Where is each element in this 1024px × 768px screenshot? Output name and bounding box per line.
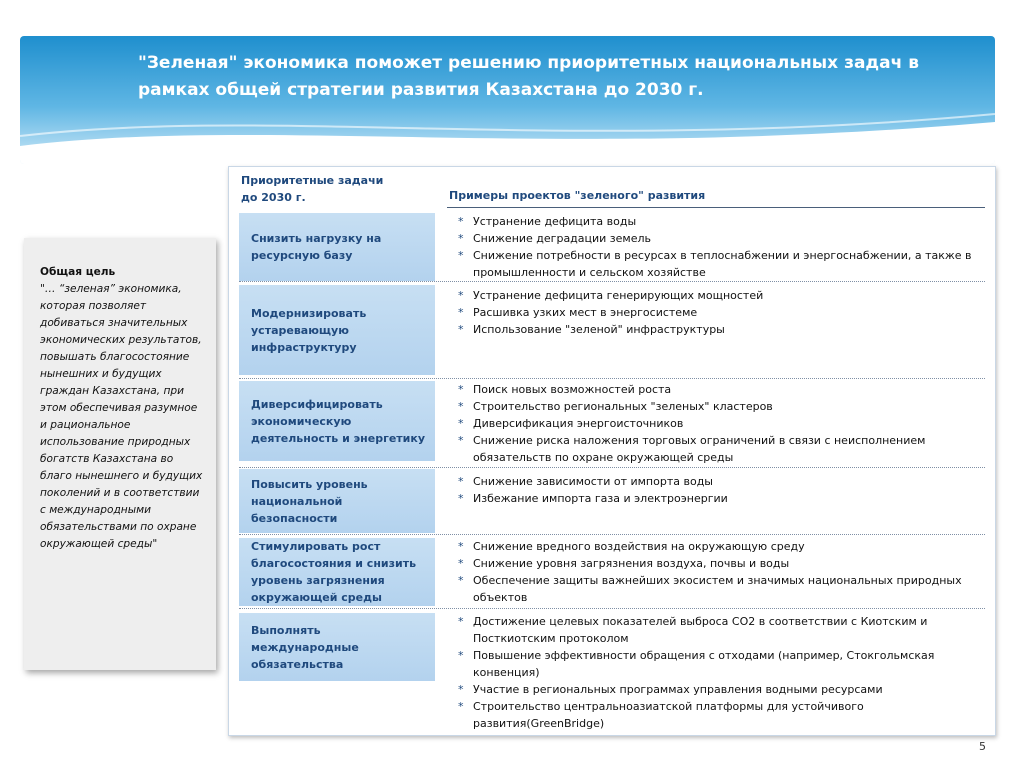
priority-table [228, 166, 996, 736]
project-item [449, 321, 989, 338]
task-label: Выполнять международные обязательства [251, 623, 359, 671]
project-item [449, 432, 989, 466]
project-item-text: Использование "зеленой" инфраструктуры [473, 323, 725, 336]
col-header-tasks: Приоритетные задачи до 2030 г. [241, 174, 384, 204]
asterisk-bullet-icon: * [458, 700, 464, 713]
row-divider [239, 467, 985, 468]
project-item-text: Расшивка узких мест в энергосистеме [473, 306, 698, 319]
project-item [449, 681, 989, 698]
project-item [449, 490, 989, 507]
project-item-text: Снижение потребности в ресурсах в теплоснабжении и энергоснабжении, а также в промышленности и сельском хозяйстве [473, 249, 972, 279]
header-divider [447, 207, 985, 208]
task-cell [239, 469, 435, 533]
asterisk-bullet-icon: * [458, 417, 464, 430]
asterisk-bullet-icon: * [458, 306, 464, 319]
project-item [449, 473, 989, 490]
header-banner [20, 36, 995, 164]
project-list [449, 213, 989, 281]
project-item-text: Строительство центральноазиатской платформы для устойчивого развития(GreenBridge) [473, 700, 864, 730]
project-item-text: Снижение зависимости от импорта воды [473, 475, 713, 488]
asterisk-bullet-icon: * [458, 383, 464, 396]
project-item [449, 555, 989, 572]
page-title: "Зеленая" экономика поможет решению приоритетных национальных задач в рамках общей стратегии развития Казахстана до 2030 г. [138, 53, 919, 100]
project-item [449, 613, 989, 647]
task-label: Модернизировать устаревающую инфраструктуру [251, 306, 367, 354]
project-item-text: Поиск новых возможностей роста [473, 383, 672, 396]
project-item [449, 213, 989, 230]
row-divider [239, 534, 985, 535]
project-item [449, 287, 989, 304]
project-item [449, 398, 989, 415]
goal-text: "… “зеленая” экономика, которая позволяет добиваться значительных экономических результатов, повышать благосостояние нынешних и будущих граждан Казахстана, при этом обеспечивая разумное и рациональное использование природных богатств Казахстана во благо нынешнего и будущих поколений и в соответствии с международными обязательствами по охране окружающей среды" [40, 283, 203, 550]
project-item-text: Избежание импорта газа и электроэнергии [473, 492, 728, 505]
col-header-projects: Примеры проектов "зеленого" развития [449, 189, 706, 202]
row-divider [239, 281, 985, 282]
goal-note [24, 238, 216, 670]
task-label: Диверсифицировать экономическую деятельность и энергетику [251, 397, 426, 445]
project-item-text: Достижение целевых показателей выброса CO2 в соответствии с Киотским и Посткиотским протоколом [473, 615, 928, 645]
project-item [449, 572, 989, 606]
asterisk-bullet-icon: * [458, 249, 464, 262]
task-cell [239, 381, 435, 461]
project-list [449, 287, 989, 338]
goal-heading: Общая цель [40, 266, 116, 278]
project-list [449, 613, 989, 732]
row-divider [239, 608, 985, 609]
project-item-text: Устранение дефицита воды [473, 215, 637, 228]
project-item-text: Снижение вредного воздействия на окружающую среду [473, 540, 805, 553]
project-item [449, 304, 989, 321]
project-item-text: Устранение дефицита генерирующих мощностей [473, 289, 764, 302]
task-label: Снизить нагрузку на ресурсную базу [251, 232, 382, 262]
project-item [449, 538, 989, 555]
project-item-text: Повышение эффективности обращения с отходами (например, Стокгольмская конвенция) [473, 649, 935, 679]
task-label: Стимулировать рост благосостояния и снизить уровень загрязнения окружающей среды [251, 540, 417, 604]
project-item [449, 381, 989, 398]
project-item-text: Снижение деградации земель [473, 232, 652, 245]
asterisk-bullet-icon: * [458, 475, 464, 488]
project-list [449, 473, 989, 507]
project-item-text: Диверсификация энергоисточников [473, 417, 684, 430]
page-number: 5 [979, 740, 986, 753]
project-item-text: Участие в региональных программах управления водными ресурсами [473, 683, 883, 696]
task-cell [239, 613, 435, 681]
asterisk-bullet-icon: * [458, 400, 464, 413]
asterisk-bullet-icon: * [458, 492, 464, 505]
asterisk-bullet-icon: * [458, 289, 464, 302]
asterisk-bullet-icon: * [458, 649, 464, 662]
asterisk-bullet-icon: * [458, 557, 464, 570]
asterisk-bullet-icon: * [458, 683, 464, 696]
project-item-text: Снижение уровня загрязнения воздуха, почвы и воды [473, 557, 790, 570]
task-cell [239, 285, 435, 375]
asterisk-bullet-icon: * [458, 323, 464, 336]
asterisk-bullet-icon: * [458, 434, 464, 447]
project-item [449, 415, 989, 432]
asterisk-bullet-icon: * [458, 615, 464, 628]
asterisk-bullet-icon: * [458, 574, 464, 587]
asterisk-bullet-icon: * [458, 232, 464, 245]
project-item-text: Снижение риска наложения торговых ограничений в связи с неисполнением обязательств по охране окружающей среды [473, 434, 926, 464]
row-divider [239, 378, 985, 379]
project-list [449, 538, 989, 606]
project-item [449, 247, 989, 281]
project-item [449, 230, 989, 247]
task-cell [239, 538, 435, 606]
project-list [449, 381, 989, 466]
project-item [449, 698, 989, 732]
asterisk-bullet-icon: * [458, 215, 464, 228]
task-label: Повысить уровень национальной безопасности [251, 477, 368, 525]
task-cell [239, 213, 435, 281]
project-item-text: Обеспечение защиты важнейших экосистем и значимых национальных природных объектов [473, 574, 962, 604]
project-item [449, 647, 989, 681]
asterisk-bullet-icon: * [458, 540, 464, 553]
project-item-text: Строительство региональных "зеленых" кластеров [473, 400, 773, 413]
